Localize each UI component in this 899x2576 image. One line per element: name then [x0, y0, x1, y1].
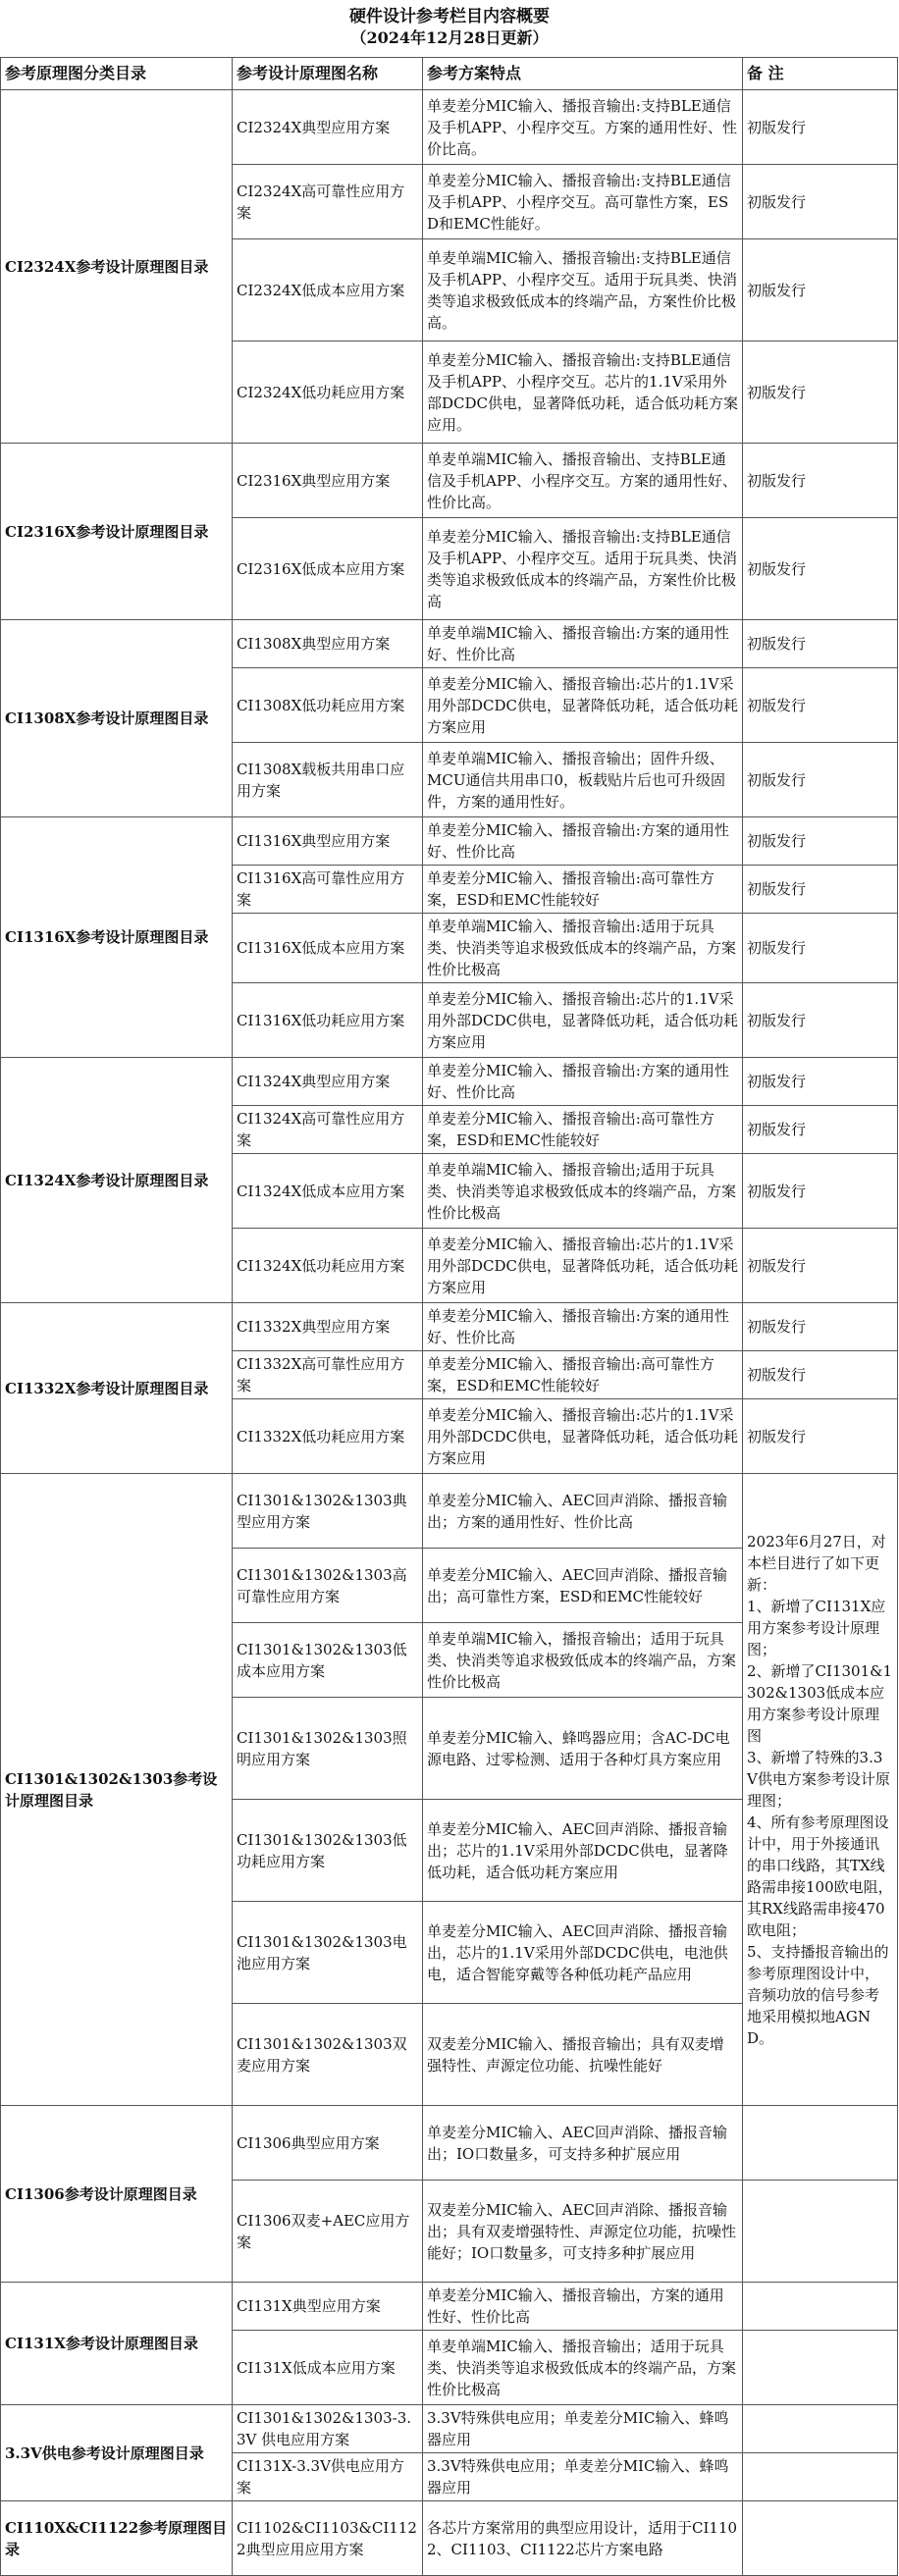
design-name-cell: CI1301&1302&1303低功耗应用方案 [233, 1800, 423, 1902]
category-cell: CI1324X参考设计原理图目录 [1, 1058, 233, 1303]
design-name-cell: CI1332X高可靠性应用方案 [233, 1351, 423, 1399]
table-row [1, 2283, 898, 2331]
note-cell: 初版发行 [743, 518, 898, 620]
feature-cell: 单麦单端MIC输入、播报音输出:方案的通用性好、性价比高 [423, 620, 743, 668]
design-name-cell: CI1324X低功耗应用方案 [233, 1229, 423, 1303]
design-name-cell: CI1301&1302&1303高可靠性应用方案 [233, 1549, 423, 1623]
design-name-cell: CI1324X典型应用方案 [233, 1058, 423, 1106]
note-cell: 初版发行 [743, 239, 898, 342]
feature-cell: 单麦差分MIC输入、播报音输出:芯片的1.1V采用外部DCDC供电，显著降低功耗，适合低功耗方案应用 [423, 668, 743, 743]
note-cell: 初版发行 [743, 1058, 898, 1106]
feature-cell: 单麦单端MIC输入、播报音输出、支持BLE通信及手机APP、小程序交互。方案的通用性好、性价比高。 [423, 444, 743, 518]
feature-cell: 单麦差分MIC输入、播报音输出:方案的通用性好、性价比高 [423, 1058, 743, 1106]
header-category: 参考原理图分类目录 [1, 58, 233, 90]
category-cell: CI1316X参考设计原理图目录 [1, 817, 233, 1058]
design-name-cell: CI1316X低成本应用方案 [233, 914, 423, 983]
design-name-cell: CI1301&1302&1303双麦应用方案 [233, 2004, 423, 2106]
table-row [1, 2501, 898, 2576]
design-name-cell: CI1301&1302&1303照明应用方案 [233, 1698, 423, 1800]
design-name-cell: CI1324X低成本应用方案 [233, 1154, 423, 1229]
note-cell: 初版发行 [743, 90, 898, 165]
design-name-cell: CI1308X低功耗应用方案 [233, 668, 423, 743]
note-cell: 初版发行 [743, 668, 898, 743]
table-row [1, 620, 898, 668]
note-cell [743, 2501, 898, 2576]
note-cell: 初版发行 [743, 444, 898, 518]
note-cell: 初版发行 [743, 914, 898, 983]
feature-cell: 单麦差分MIC输入、播报音输出:方案的通用性好、性价比高 [423, 1303, 743, 1351]
feature-cell: 单麦单端MIC输入、播报音输出；适用于玩具类、快消类等追求极致低成本的终端产品，方案性价比极高 [423, 2331, 743, 2405]
note-cell [743, 2106, 898, 2181]
design-name-cell: CI1324X高可靠性应用方案 [233, 1106, 423, 1154]
design-name-cell: CI1102&CI1103&CI1122典型应用应用方案 [233, 2501, 423, 2576]
table-row [1, 2106, 898, 2181]
note-cell [743, 2453, 898, 2501]
design-name-cell: CI2316X典型应用方案 [233, 444, 423, 518]
design-name-cell: CI1306双麦+AEC应用方案 [233, 2181, 423, 2283]
category-cell: CI1332X参考设计原理图目录 [1, 1303, 233, 1474]
design-name-cell: CI131X典型应用方案 [233, 2283, 423, 2331]
design-name-cell: CI1301&1302&1303低成本应用方案 [233, 1623, 423, 1698]
category-cell: 3.3V供电参考设计原理图目录 [1, 2405, 233, 2501]
feature-cell: 3.3V特殊供电应用；单麦差分MIC输入、蜂鸣器应用 [423, 2453, 743, 2501]
design-name-cell: CI131X-3.3V供电应用方案 [233, 2453, 423, 2501]
feature-cell: 3.3V特殊供电应用；单麦差分MIC输入、蜂鸣器应用 [423, 2405, 743, 2453]
note-cell [743, 2405, 898, 2453]
document-title: 硬件设计参考栏目内容概要 [349, 7, 550, 26]
document-update-date: （2024年12月28日更新） [350, 28, 549, 47]
design-name-cell: CI1332X典型应用方案 [233, 1303, 423, 1351]
feature-cell: 单麦差分MIC输入、播报音输出:高可靠性方案，ESD和EMC性能较好 [423, 866, 743, 914]
feature-cell: 单麦单端MIC输入、播报音输出:支持BLE通信及手机APP、小程序交互。适用于玩具类、快消类等追求极致低成本的终端产品，方案性价比极高。 [423, 239, 743, 342]
category-cell: CI2316X参考设计原理图目录 [1, 444, 233, 620]
feature-cell: 单麦差分MIC输入、AEC回声消除、播报音输出；IO口数量多，可支持多种扩展应用 [423, 2106, 743, 2181]
header-design-name: 参考设计原理图名称 [233, 58, 423, 90]
feature-cell: 单麦差分MIC输入、蜂鸣器应用；含AC-DC电源电路、过零检测、适用于各种灯具方案应用 [423, 1698, 743, 1800]
feature-cell: 单麦差分MIC输入、播报音输出，方案的通用性好、性价比高 [423, 2283, 743, 2331]
feature-cell: 单麦差分MIC输入、播报音输出:芯片的1.1V采用外部DCDC供电，显著降低功耗，适合低功耗方案应用 [423, 1399, 743, 1474]
feature-cell: 单麦差分MIC输入、播报音输出:支持BLE通信及手机APP、小程序交互。高可靠性方案，ESD和EMC性能好。 [423, 165, 743, 239]
table-body [1, 90, 898, 2576]
category-cell: CI1308X参考设计原理图目录 [1, 620, 233, 817]
feature-cell: 单麦差分MIC输入、AEC回声消除、播报音输出，芯片的1.1V采用外部DCDC供电，电池供电，适合智能穿戴等各种低功耗产品应用 [423, 1902, 743, 2004]
design-name-cell: CI2324X低成本应用方案 [233, 239, 423, 342]
design-name-cell: CI1332X低功耗应用方案 [233, 1399, 423, 1474]
note-cell: 初版发行 [743, 817, 898, 866]
feature-cell: 单麦差分MIC输入、播报音输出:高可靠性方案，ESD和EMC性能较好 [423, 1106, 743, 1154]
design-name-cell: CI1316X典型应用方案 [233, 817, 423, 866]
design-name-cell: CI1306典型应用方案 [233, 2106, 423, 2181]
design-name-cell: CI131X低成本应用方案 [233, 2331, 423, 2405]
category-cell: CI131X参考设计原理图目录 [1, 2283, 233, 2405]
note-cell: 初版发行 [743, 1303, 898, 1351]
design-name-cell: CI1308X载板共用串口应用方案 [233, 743, 423, 817]
note-cell [743, 2331, 898, 2405]
note-cell: 初版发行 [743, 1399, 898, 1474]
note-cell: 初版发行 [743, 620, 898, 668]
table-header-row [1, 58, 898, 90]
feature-cell: 单麦差分MIC输入、播报音输出:支持BLE通信及手机APP、小程序交互。适用于玩具类、快消类等追求极致低成本的终端产品，方案性价比极高 [423, 518, 743, 620]
table-row [1, 444, 898, 518]
feature-cell: 单麦差分MIC输入、播报音输出:芯片的1.1V采用外部DCDC供电，显著降低功耗，适合低功耗方案应用 [423, 1229, 743, 1303]
feature-cell: 单麦差分MIC输入、播报音输出:芯片的1.1V采用外部DCDC供电，显著降低功耗，适合低功耗方案应用 [423, 983, 743, 1058]
note-cell: 初版发行 [743, 866, 898, 914]
feature-cell: 双麦差分MIC输入、播报音输出；具有双麦增强特性、声源定位功能、抗噪性能好 [423, 2004, 743, 2106]
category-cell: CI1301&1302&1303参考设计原理图目录 [1, 1474, 233, 2106]
feature-cell: 各芯片方案常用的典型应用设计，适用于CI1102、CI1103、CI1122芯片方案电路 [423, 2501, 743, 2576]
feature-cell: 单麦单端MIC输入、播报音输出:适用于玩具类、快消类等追求极致低成本的终端产品，方案性价比极高 [423, 914, 743, 983]
title-block [0, 0, 899, 57]
design-name-cell: CI1316X低功耗应用方案 [233, 983, 423, 1058]
feature-cell: 单麦单端MIC输入，播报音输出；适用于玩具类、快消类等追求极致低成本的终端产品，方案性价比极高 [423, 1623, 743, 1698]
design-name-cell: CI2324X高可靠性应用方案 [233, 165, 423, 239]
note-cell: 初版发行 [743, 743, 898, 817]
table-row [1, 1303, 898, 1351]
feature-cell: 单麦差分MIC输入、播报音输出:支持BLE通信及手机APP、小程序交互。方案的通用性好、性价比高。 [423, 90, 743, 165]
note-cell: 初版发行 [743, 1351, 898, 1399]
note-cell: 初版发行 [743, 1106, 898, 1154]
design-name-cell: CI1308X典型应用方案 [233, 620, 423, 668]
table-row [1, 1058, 898, 1106]
design-name-cell: CI2316X低成本应用方案 [233, 518, 423, 620]
feature-cell: 单麦差分MIC输入、播报音输出:方案的通用性好、性价比高 [423, 817, 743, 866]
feature-cell: 单麦差分MIC输入、播报音输出:支持BLE通信及手机APP、小程序交互。芯片的1.1V采用外部DCDC供电，显著降低功耗，适合低功耗方案应用。 [423, 342, 743, 444]
feature-cell: 单麦差分MIC输入、AEC回声消除、播报音输出；芯片的1.1V采用外部DCDC供电，显著降低功耗，适合低功耗方案应用 [423, 1800, 743, 1902]
note-cell: 初版发行 [743, 1229, 898, 1303]
note-cell [743, 2283, 898, 2331]
header-notes: 备 注 [743, 58, 898, 90]
table-row [1, 1474, 898, 1549]
category-cell: CI2324X参考设计原理图目录 [1, 90, 233, 444]
design-name-cell: CI2324X典型应用方案 [233, 90, 423, 165]
header-features: 参考方案特点 [423, 58, 743, 90]
feature-cell: 单麦单端MIC输入、播报音输出；固件升级、MCU通信共用串口0，板载贴片后也可升级固件，方案的通用性好。 [423, 743, 743, 817]
note-cell: 初版发行 [743, 165, 898, 239]
table-row [1, 817, 898, 866]
feature-cell: 双麦差分MIC输入、AEC回声消除、播报音输出；具有双麦增强特性、声源定位功能，抗噪性能好；IO口数量多，可支持多种扩展应用 [423, 2181, 743, 2283]
feature-cell: 单麦差分MIC输入、AEC回声消除、播报音输出；方案的通用性好、性价比高 [423, 1474, 743, 1549]
note-cell [743, 2181, 898, 2283]
note-cell: 初版发行 [743, 983, 898, 1058]
category-cell: CI110X&CI1122参考原理图目录 [1, 2501, 233, 2576]
design-name-cell: CI2324X低功耗应用方案 [233, 342, 423, 444]
design-name-cell: CI1301&1302&1303-3.3V 供电应用方案 [233, 2405, 423, 2453]
reference-design-table [0, 57, 898, 2576]
feature-cell: 单麦差分MIC输入、AEC回声消除、播报音输出；高可靠性方案，ESD和EMC性能较好 [423, 1549, 743, 1623]
table-row [1, 2405, 898, 2453]
design-name-cell: CI1301&1302&1303典型应用方案 [233, 1474, 423, 1549]
note-cell: 初版发行 [743, 1154, 898, 1229]
update-notes-cell: 2023年6月27日，对本栏目进行了如下更新： 1、新增了CI131X应用方案参考设计原理图； 2、新增了CI1301&1302&1303低成本应用方案参考设计原理图 3、新增了特殊的3.3V供电方案参考设计原理图； 4、所有参考原理图设计中，用于外接通讯的串口线路，其TX线路需串接100欧电阻，其RX线路需串接470欧电阻； 5、支持播报音输出的参考原理图设计中，音频功放的信号参考地采用模拟地AGND。 [743, 1474, 898, 2106]
design-name-cell: CI1301&1302&1303电池应用方案 [233, 1902, 423, 2004]
design-name-cell: CI1316X高可靠性应用方案 [233, 866, 423, 914]
category-cell: CI1306参考设计原理图目录 [1, 2106, 233, 2283]
note-cell: 初版发行 [743, 342, 898, 444]
table-row [1, 90, 898, 165]
feature-cell: 单麦单端MIC输入、播报音输出;适用于玩具类、快消类等追求极致低成本的终端产品，方案性价比极高 [423, 1154, 743, 1229]
feature-cell: 单麦差分MIC输入、播报音输出:高可靠性方案，ESD和EMC性能较好 [423, 1351, 743, 1399]
